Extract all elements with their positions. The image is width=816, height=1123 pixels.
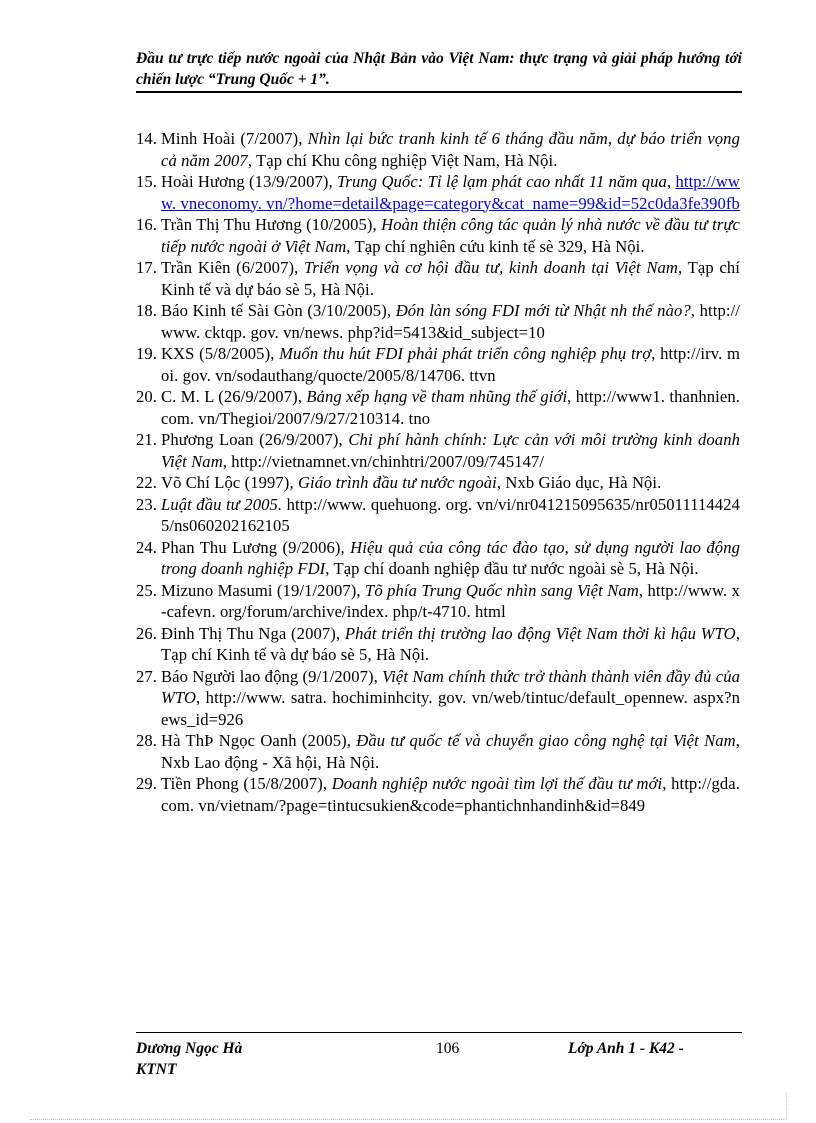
reference-source: , Tạp chí nghiên cứu kinh tế sè 329, Hà Nội. bbox=[346, 236, 645, 256]
page-edge-marker bbox=[786, 1092, 787, 1119]
reference-item bbox=[136, 494, 740, 537]
reference-title: Muốn thu hút FDI phải phát triển công nghiệp phụ trợ bbox=[279, 344, 652, 363]
reference-number: 26. bbox=[136, 623, 158, 643]
page-number: 106 bbox=[436, 1040, 460, 1057]
reference-title: Hiệu quả của công tác đào tạo, sử dụng người lao động trong doanh nghiệp FDI bbox=[161, 537, 740, 578]
reference-list bbox=[136, 128, 740, 816]
reference-source: , http://www1. thanhnien. com. vn/Thegioi/2007/9/27/210314. tno bbox=[161, 387, 740, 428]
reference-title: Bảng xếp hạng về tham nhũng thế giới bbox=[306, 387, 568, 406]
reference-author: Phan Thu Lương (9/2006), bbox=[161, 537, 351, 557]
reference-author: Báo Người lao động (9/1/2007), bbox=[161, 666, 383, 686]
reference-number: 14. bbox=[136, 129, 158, 148]
reference-author: Trần Thị Thu Hương (10/2005), bbox=[161, 215, 382, 234]
reference-item bbox=[136, 429, 740, 472]
reference-title: Luật đầu tư 2005. bbox=[161, 494, 283, 514]
reference-item bbox=[136, 171, 740, 214]
footer-divider bbox=[136, 1032, 742, 1033]
reference-item bbox=[136, 730, 740, 773]
reference-source: , http://gda. com. vn/vietnam/?page=tintucsukien&code=phantichnhandinh&id=849 bbox=[161, 774, 740, 815]
reference-author: Minh Hoài (7/2007), bbox=[161, 129, 308, 148]
reference-title: Giáo trình đầu tư nước ngoài bbox=[297, 473, 497, 492]
reference-author: C. M. L (26/9/2007), bbox=[161, 387, 307, 406]
reference-author: Phương Loan (26/9/2007), bbox=[161, 430, 349, 449]
reference-title: Trung Quốc: Tỉ lệ lạm phát cao nhất 11 năm qua bbox=[337, 172, 667, 191]
reference-item bbox=[136, 580, 740, 623]
reference-title: Chi phí hành chính: Lực cản với môi trường kinh doanh Việt Nam bbox=[161, 430, 740, 471]
reference-number: 23. bbox=[136, 494, 158, 514]
reference-item bbox=[136, 472, 740, 494]
reference-source: , Nxb Lao động - Xã hội, Hà Nội. bbox=[161, 731, 740, 772]
reference-number: 17. bbox=[136, 258, 158, 277]
reference-author: Tiền Phong (15/8/2007), bbox=[161, 774, 332, 793]
reference-item bbox=[136, 666, 740, 731]
reference-source: , http://www. x-cafevn. org/forum/archive/index. php/t-4710. html bbox=[161, 580, 740, 621]
reference-source: , Tạp chí Kinh tế và dự báo sè 5, Hà Nội. bbox=[161, 258, 740, 299]
reference-source: , Tạp chí Kinh tế và dự báo sè 5, Hà Nội. bbox=[161, 623, 740, 664]
reference-title: Hoàn thiện công tác quản lý nhà nước về đầu tư trực tiếp nước ngoài ở Việt Nam bbox=[161, 215, 741, 256]
reference-item bbox=[136, 623, 740, 666]
reference-source: , http://vietnamnet.vn/chinhtri/2007/09/745147/ bbox=[222, 451, 545, 471]
reference-source: , http://www. cktqp. gov. vn/news. php?id=5413&id_subject=10 bbox=[161, 301, 740, 342]
reference-author: Đinh Thị Thu Nga (2007), bbox=[161, 623, 345, 643]
reference-item bbox=[136, 128, 740, 171]
reference-number: 19. bbox=[136, 344, 158, 363]
running-header: Đầu tư trực tiếp nước ngoài của Nhật Bản vào Việt Nam: thực trạng và giải pháp hướng tới chiến lược “Trung Quốc + 1”. bbox=[136, 50, 742, 88]
reference-title: Nhìn lại bức tranh kinh tế 6 tháng đầu năm, dự báo triển vọng cả năm 2007 bbox=[161, 129, 740, 170]
reference-number: 20. bbox=[136, 387, 158, 406]
footer-class: Lớp Anh 1 - K42 - bbox=[568, 1040, 684, 1057]
reference-title: Doanh nghiệp nước ngoài tìm lợi thế đầu tư mới bbox=[331, 774, 663, 793]
reference-number: 27. bbox=[136, 666, 158, 686]
reference-number: 22. bbox=[136, 473, 158, 492]
reference-title: Đầu tư quốc tế và chuyển giao công nghệ tại Việt Nam bbox=[356, 731, 736, 750]
reference-source: , http://www. satra. hochiminhcity. gov. vn/web/tintuc/default_opennew. aspx?news_id=926 bbox=[161, 688, 740, 729]
reference-source: http://www. quehuong. org. vn/vi/nr041215095635/nr050111144245/ns060202162105 bbox=[161, 494, 741, 535]
reference-number: 24. bbox=[136, 537, 158, 557]
reference-item bbox=[136, 537, 740, 580]
reference-item bbox=[136, 214, 740, 257]
reference-item bbox=[136, 300, 740, 343]
reference-author: Báo Kinh tế Sài Gòn (3/10/2005), bbox=[161, 301, 396, 320]
reference-source: , bbox=[666, 172, 676, 191]
reference-item bbox=[136, 257, 740, 300]
reference-author: Võ Chí Lộc (1997), bbox=[161, 473, 298, 492]
reference-item bbox=[136, 386, 740, 429]
reference-number: 15. bbox=[136, 172, 158, 191]
reference-title: Phát triển thị trường lao động Việt Nam thời kì hậu WTO bbox=[344, 623, 736, 643]
header-divider bbox=[136, 91, 742, 93]
reference-author: Hoài Hương (13/9/2007), bbox=[161, 172, 338, 191]
reference-author: KXS (5/8/2005), bbox=[161, 344, 280, 363]
reference-title: Đón làn sóng FDI mới từ Nhật nh thế nào? bbox=[395, 301, 691, 320]
reference-item bbox=[136, 343, 740, 386]
footer-author: Dương Ngọc Hà KTNT bbox=[136, 1040, 243, 1078]
reference-title: Tõ phía Trung Quốc nhìn sang Việt Nam bbox=[365, 580, 639, 600]
reference-author: Mizuno Masumi (19/1/2007), bbox=[161, 580, 365, 600]
reference-title: Triển vọng và cơ hội đầu tư, kinh doanh tại Việt Nam bbox=[304, 258, 679, 277]
reference-number: 28. bbox=[136, 731, 158, 750]
reference-number: 21. bbox=[136, 430, 158, 449]
reference-author: Hà ThÞ Ngọc Oanh (2005), bbox=[161, 731, 357, 750]
reference-title: Việt Nam chính thức trở thành thành viên đầy đủ của WTO bbox=[161, 666, 740, 707]
page-edge-marker bbox=[30, 1119, 786, 1120]
reference-number: 25. bbox=[136, 580, 158, 600]
reference-source: , Nxb Giáo dục, Hà Nội. bbox=[496, 473, 662, 492]
reference-source: , Tạp chí doanh nghiệp đầu tư nước ngoài sè 5, Hà Nội. bbox=[325, 559, 699, 578]
reference-number: 29. bbox=[136, 774, 158, 793]
reference-source: , Tạp chí Khu công nghiệp Việt Nam, Hà Nội. bbox=[247, 150, 558, 170]
reference-item bbox=[136, 773, 740, 816]
reference-number: 18. bbox=[136, 301, 158, 320]
reference-link[interactable]: http://www. vneconomy. vn/?home=detail&page=category&cat_name=99&id=52c0da3fe390fb bbox=[161, 172, 740, 213]
reference-author: Trần Kiên (6/2007), bbox=[161, 258, 305, 277]
reference-number: 16. bbox=[136, 215, 158, 234]
reference-source: , http://irv. moi. gov. vn/sodauthang/quocte/2005/8/14706. ttvn bbox=[161, 344, 740, 385]
